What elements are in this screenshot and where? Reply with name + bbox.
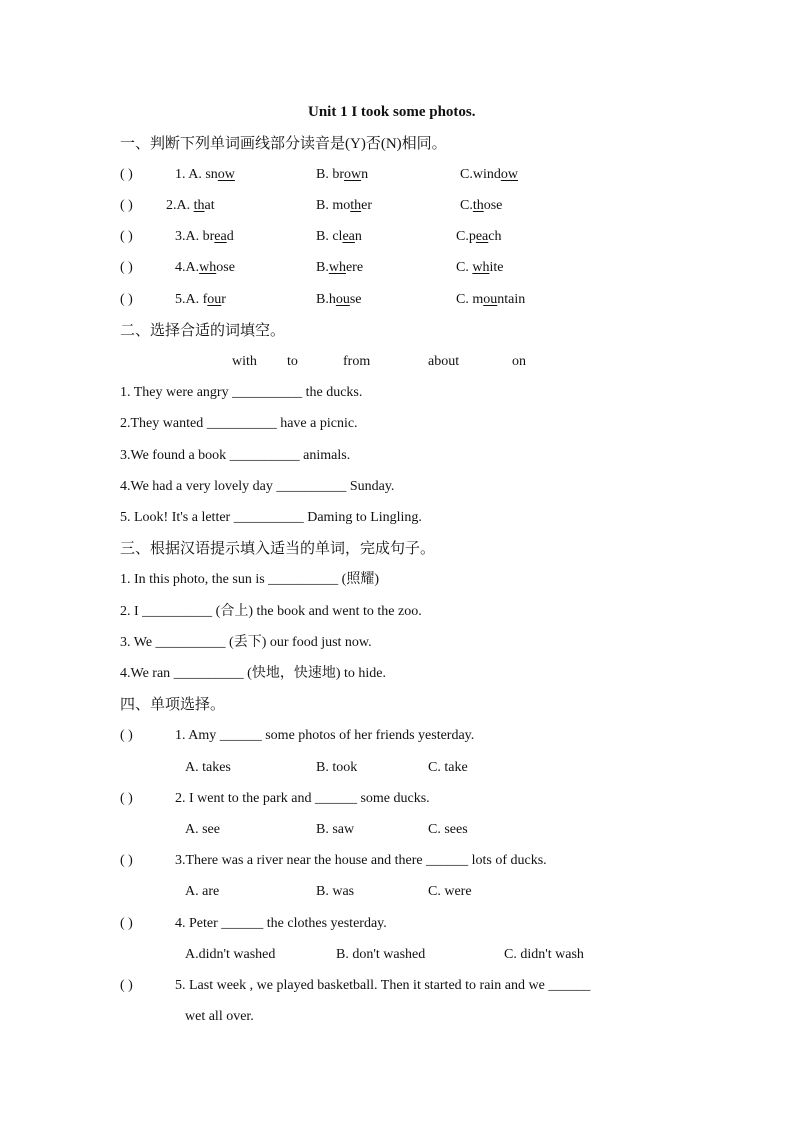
phonics-row <box>0 164 794 186</box>
mc-option-c: C. didn't wash <box>504 947 584 962</box>
hint-item <box>0 569 794 591</box>
answer-paren: ( ) <box>120 853 133 868</box>
option-b: B. mother <box>316 198 373 213</box>
mc-question-text: 4. Peter ______ the clothes yesterday. <box>175 916 387 931</box>
hint-item <box>0 663 794 685</box>
option-b: B.where <box>316 260 364 275</box>
word-bank-item: from <box>343 354 371 369</box>
mc-option-a: A. takes <box>185 760 231 775</box>
option-a: 3.A. bread <box>175 229 234 244</box>
section1-heading-line <box>0 133 794 155</box>
option-a: 5.A. four <box>175 292 226 307</box>
page-title: Unit 1 I took some photos. <box>308 104 476 120</box>
fill-blank-text: 4.We had a very lovely day __________ Sunday. <box>120 479 395 494</box>
mc-option-a: A. are <box>185 884 220 899</box>
fill-blank-item <box>0 507 794 529</box>
fill-blank-item <box>0 445 794 467</box>
option-a: 4.A.whose <box>175 260 235 275</box>
mc-question <box>0 788 794 810</box>
word-bank-item: with <box>232 354 257 369</box>
mc-option-b: B. don't washed <box>336 947 426 962</box>
answer-paren: ( ) <box>120 916 133 931</box>
mc-option-a: A.didn't washed <box>185 947 276 962</box>
mc-options <box>0 757 794 779</box>
fill-blank-item <box>0 476 794 498</box>
mc-question-text: 2. I went to the park and ______ some ducks. <box>175 791 430 806</box>
fill-blank-item <box>0 413 794 435</box>
option-c: C. white <box>456 260 504 275</box>
answer-paren: ( ) <box>120 978 133 993</box>
mc-options <box>0 944 794 966</box>
fill-blank-text: 5. Look! It's a letter __________ Daming to Lingling. <box>120 510 422 525</box>
mc-question <box>0 975 794 997</box>
mc-option-c: C. take <box>428 760 468 775</box>
fill-blank-text: 2.They wanted __________ have a picnic. <box>120 416 358 431</box>
answer-paren: ( ) <box>120 260 133 275</box>
option-c: C.peach <box>456 229 502 244</box>
phonics-row <box>0 195 794 217</box>
mc-question <box>0 725 794 747</box>
section2-heading: 二、选择合适的词填空。 <box>120 323 286 339</box>
mc-option-b: B. saw <box>316 822 355 837</box>
mc-question <box>0 850 794 872</box>
option-c: C. mountain <box>456 292 526 307</box>
answer-paren: ( ) <box>120 167 133 182</box>
mc-options <box>0 819 794 841</box>
word-bank-item: to <box>287 354 298 369</box>
answer-paren: ( ) <box>120 198 133 213</box>
mc-option-b: B. took <box>316 760 358 775</box>
answer-paren: ( ) <box>120 791 133 806</box>
option-c: C.those <box>460 198 503 213</box>
mc-question-cont-text: wet all over. <box>185 1009 254 1024</box>
mc-options <box>0 881 794 903</box>
fill-blank-text: 3.We found a book __________ animals. <box>120 448 351 463</box>
option-b: B.house <box>316 292 362 307</box>
section2-heading-line <box>0 320 794 342</box>
option-b: B. clean <box>316 229 362 244</box>
hint-text: 2. I __________ (合上) the book and went to the zoo. <box>120 604 422 619</box>
section3-heading-line <box>0 538 794 560</box>
mc-question-continuation <box>0 1006 794 1028</box>
fill-blank-item <box>0 382 794 404</box>
fill-blank-text: 1. They were angry __________ the ducks. <box>120 385 363 400</box>
mc-question <box>0 913 794 935</box>
section4-heading-line <box>0 694 794 716</box>
word-bank <box>0 351 794 373</box>
mc-question-text: 3.There was a river near the house and there ______ lots of ducks. <box>175 853 547 868</box>
answer-paren: ( ) <box>120 292 133 307</box>
word-bank-item: about <box>428 354 460 369</box>
word-bank-item: on <box>512 354 526 369</box>
section3-heading: 三、根据汉语提示填入适当的单词，完成句子。 <box>120 541 436 557</box>
phonics-row <box>0 257 794 279</box>
option-b: B. brown <box>316 167 369 182</box>
mc-option-c: C. were <box>428 884 472 899</box>
section1-heading: 一、判断下列单词画线部分读音是(Y)否(N)相同。 <box>120 136 447 152</box>
phonics-row <box>0 226 794 248</box>
hint-text: 1. In this photo, the sun is __________ (照耀) <box>120 572 379 587</box>
option-a: 1. A. snow <box>175 167 235 182</box>
answer-paren: ( ) <box>120 229 133 244</box>
hint-text: 3. We __________ (丢下) our food just now. <box>120 635 372 650</box>
answer-paren: ( ) <box>120 728 133 743</box>
mc-option-b: B. was <box>316 884 355 899</box>
mc-option-c: C. sees <box>428 822 468 837</box>
phonics-row <box>0 289 794 311</box>
section4-heading: 四、单项选择。 <box>120 697 226 713</box>
mc-question-text: 1. Amy ______ some photos of her friends yesterday. <box>175 728 475 743</box>
option-a: 2.A. that <box>166 198 215 213</box>
hint-item <box>0 632 794 654</box>
hint-text: 4.We ran __________ (快地，快速地) to hide. <box>120 666 386 681</box>
hint-item <box>0 601 794 623</box>
mc-question-text: 5. Last week , we played basketball. Then it started to rain and we ______ <box>175 978 591 993</box>
mc-option-a: A. see <box>185 822 220 837</box>
title-line <box>0 101 794 123</box>
option-c: C.window <box>460 167 518 182</box>
